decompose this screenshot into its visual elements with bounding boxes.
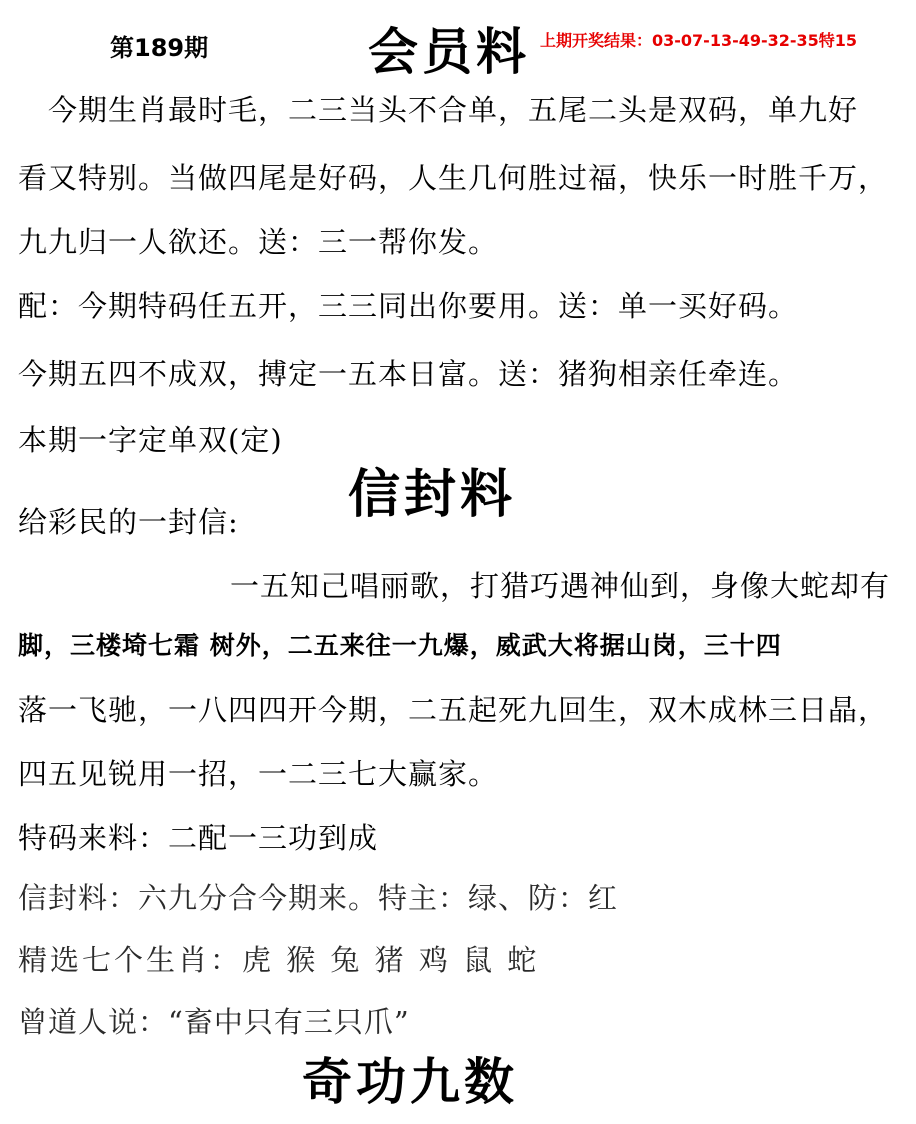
member-text-line-2: 看又特别。当做四尾是好码，人生几何胜过福，快乐一时胜千万， xyxy=(18,161,889,195)
member-text-line-5: 今期五四不成双，搏定一五本日富。送：猪狗相亲任牵连。 xyxy=(18,357,799,391)
last-result-banner: 上期开奖结果：03-07-13-49-32-35特15 xyxy=(540,31,858,50)
envelope-intro: 给彩民的一封信: xyxy=(18,505,239,539)
envelope-text-line-3: 落一飞驰，一八四四开今期，二五起死九回生，双木成林三日晶， xyxy=(18,693,889,727)
envelope-text-line-6: 信封料：六九分合今期来。特主：绿、防：红 xyxy=(18,881,619,915)
member-text-line-3: 九九归一人欲还。送：三一帮你发。 xyxy=(18,225,499,259)
envelope-text-line-7: 精选七个生肖：虎 猴 兔 猪 鸡 鼠 蛇 xyxy=(18,943,540,977)
page-title: 会员料 xyxy=(368,22,530,81)
member-text-line-1: 今期生肖最时毛，二三当头不合单，五尾二头是双码，单九好 xyxy=(48,93,859,127)
envelope-text-line-2: 脚，三楼埼七霜 树外，二五来往一九爆，威武大将据山岗，三十四 xyxy=(18,631,782,660)
envelope-text-line-5: 特码来料：二配一三功到成 xyxy=(18,821,379,855)
envelope-text-line-1: 一五知己唱丽歌，打猎巧遇神仙到，身像大蛇却有 xyxy=(230,569,891,603)
envelope-text-line-8: 曾道人说：“畜中只有三只爪” xyxy=(18,1005,410,1039)
footer-title: 奇功九数 xyxy=(302,1052,518,1111)
issue-number: 第189期 xyxy=(110,34,209,62)
member-text-line-6: 本期一字定单双(定) xyxy=(18,423,283,457)
envelope-text-line-4: 四五见锐用一招，一二三七大赢家。 xyxy=(18,757,499,791)
envelope-title: 信封料 xyxy=(348,464,517,525)
member-text-line-4: 配：今期特码任五开，三三同出你要用。送：单一买好码。 xyxy=(18,289,799,323)
